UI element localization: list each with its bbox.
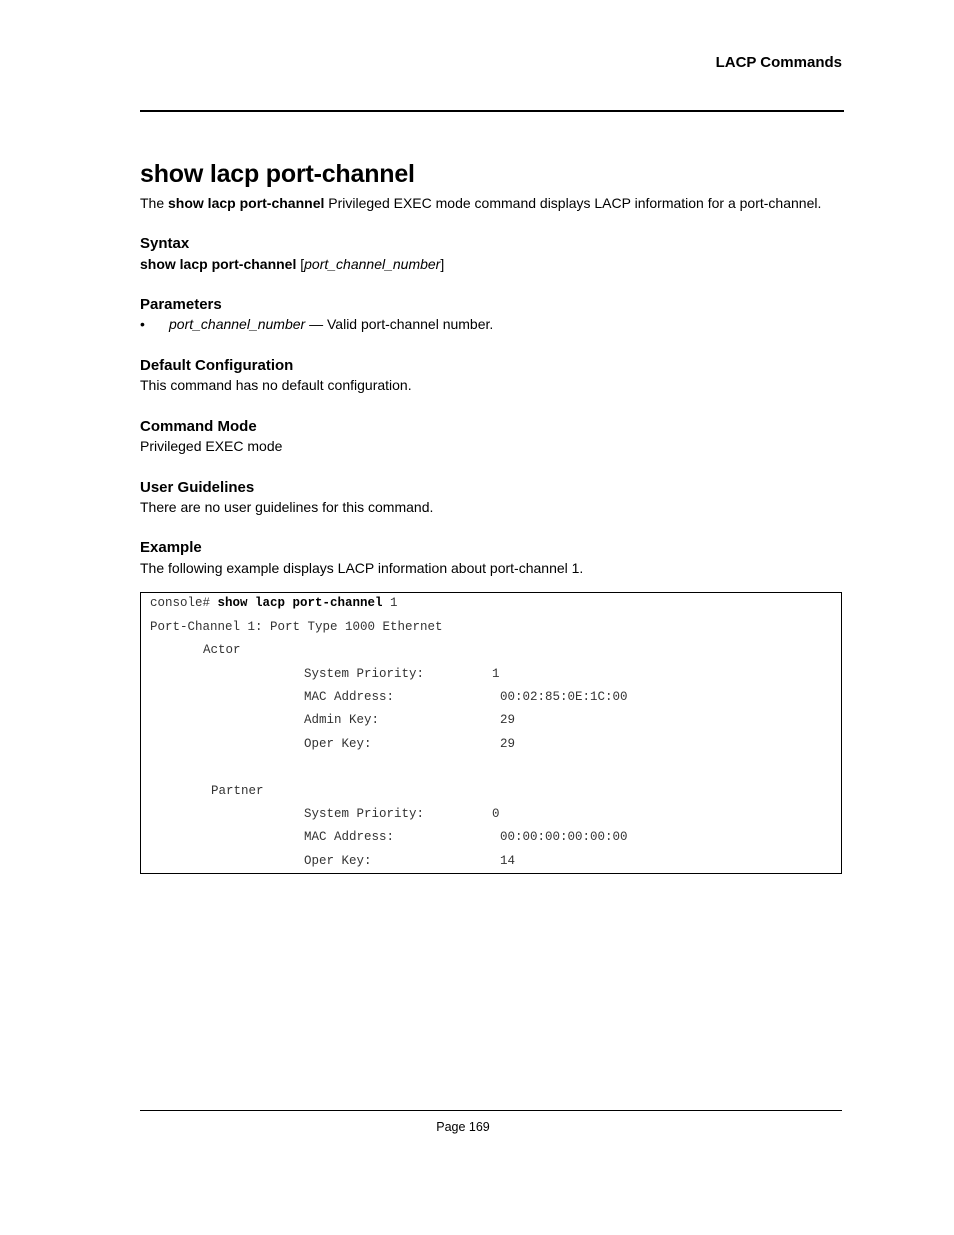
actor-mac-value: 00:02:85:0E:1C:00 [500, 690, 628, 704]
actor-system-priority-value: 1 [492, 667, 500, 681]
code-prompt: console# [150, 596, 218, 610]
example-heading: Example [140, 539, 202, 556]
partner-oper-key-label: Oper Key: [304, 854, 372, 868]
intro-paragraph [140, 195, 821, 211]
actor-oper-key-value: 29 [500, 737, 516, 751]
syntax-command: show lacp port-channel [140, 256, 297, 272]
partner-label: Partner [211, 784, 264, 798]
default-config-text: This command has no default configuration. [140, 377, 412, 393]
parameter-name: port_channel_number [169, 316, 306, 332]
footer-rule [140, 1110, 842, 1111]
running-header: LACP Commands [715, 54, 842, 71]
partner-mac-value: 00:00:00:00:00:00 [500, 830, 628, 844]
parameters-heading: Parameters [140, 296, 222, 313]
syntax-close: ] [440, 256, 445, 272]
partner-oper-key-value: 14 [500, 854, 516, 868]
actor-admin-key-label: Admin Key: [304, 713, 380, 727]
command-mode-heading: Command Mode [140, 418, 257, 435]
parameter-desc: — Valid port-channel number. [305, 316, 494, 332]
user-guidelines-text: There are no user guidelines for this command. [140, 499, 434, 515]
actor-label: Actor [203, 643, 241, 657]
partner-system-priority-value: 0 [492, 807, 500, 821]
syntax-heading: Syntax [140, 235, 190, 252]
syntax-open: [ [296, 256, 305, 272]
intro-pre: The [140, 195, 169, 211]
actor-mac-label: MAC Address: [304, 690, 395, 704]
partner-system-priority-label: System Priority: [304, 807, 425, 821]
parameter-item [169, 316, 493, 332]
partner-mac-label: MAC Address: [304, 830, 395, 844]
page-number: Page 169 [436, 1120, 490, 1134]
header-rule [140, 110, 844, 112]
bullet-glyph: • [140, 316, 145, 332]
page-title: show lacp port-channel [140, 160, 415, 188]
actor-oper-key-label: Oper Key: [304, 737, 372, 751]
syntax-line [140, 256, 444, 272]
command-mode-text: Privileged EXEC mode [140, 438, 283, 454]
code-command: show lacp port-channel [217, 596, 383, 610]
default-config-heading: Default Configuration [140, 357, 294, 374]
code-line-port: Port-Channel 1: Port Type 1000 Ethernet [150, 620, 443, 634]
example-text: The following example displays LACP information about port-channel 1. [140, 560, 584, 576]
code-example-box [140, 592, 842, 874]
intro-command: show lacp port-channel [168, 195, 325, 211]
intro-post: Privileged EXEC mode command displays LACP information for a port-channel. [324, 195, 822, 211]
code-line-command [150, 596, 398, 610]
code-arg: 1 [382, 596, 398, 610]
actor-admin-key-value: 29 [500, 713, 516, 727]
user-guidelines-heading: User Guidelines [140, 479, 255, 496]
syntax-param: port_channel_number [304, 256, 441, 272]
actor-system-priority-label: System Priority: [304, 667, 425, 681]
